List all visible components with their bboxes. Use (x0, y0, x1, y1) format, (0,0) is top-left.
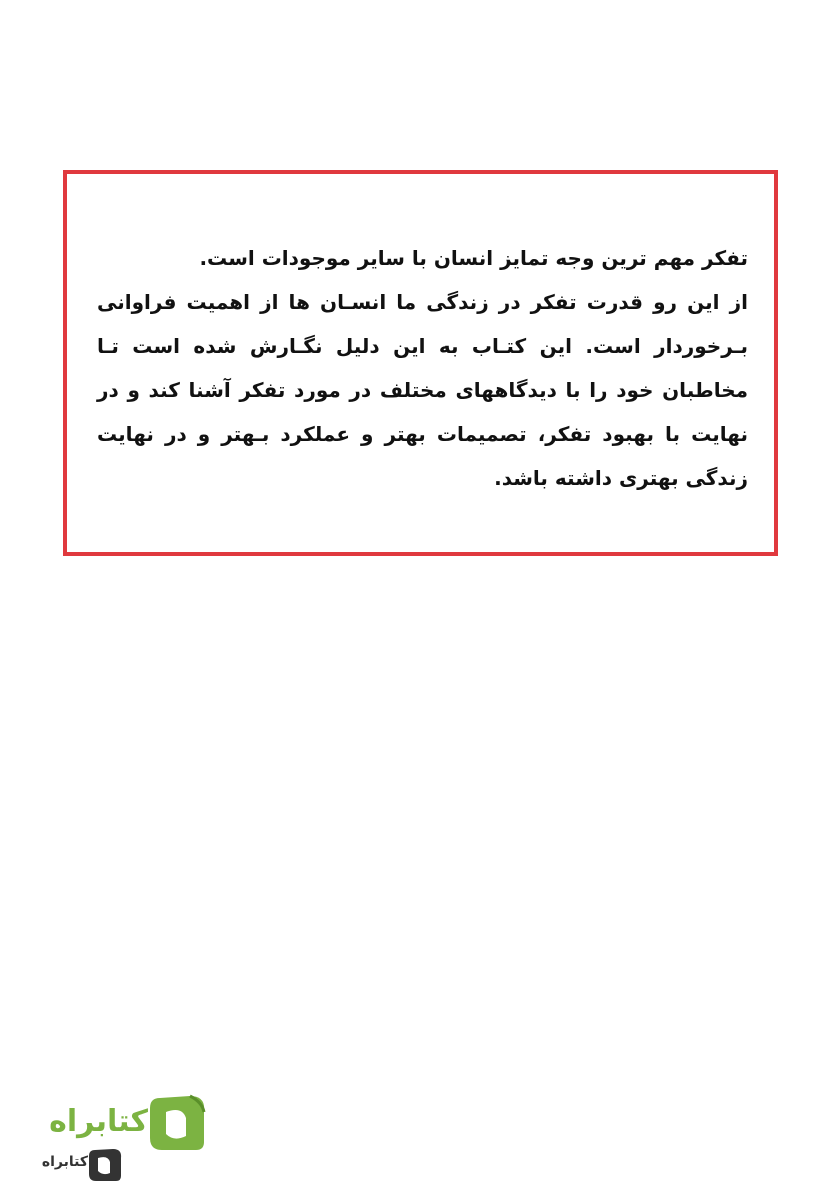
content-frame (63, 170, 778, 556)
book-leaf-small-icon (86, 1146, 124, 1188)
paragraph-1: تفکر مهم ترین وجه تمایز انسان با سایر موجودات است. (199, 246, 748, 270)
logo-small-text: کتابراه (41, 1154, 88, 1170)
logo-main-text: کتابراه (49, 1104, 148, 1139)
publisher-logo (38, 1088, 218, 1188)
text-block (97, 236, 748, 500)
book-leaf-icon (146, 1092, 208, 1158)
paragraph-2: از این رو قدرت تفکر در زندگی ما انسـان ها از اهمیت فراوانی بـرخوردار است. این کتـاب به این دلیل نگـارش شده است تـا مخاطبان خود را با دیدگاههای مختلف در مورد تفکر آشنا کند و در نهایت با بهبود تفکر، تصمیمات بهتر و عملکرد بـهتر و در نهایت زندگی بهتری داشته باشد. (97, 290, 748, 490)
